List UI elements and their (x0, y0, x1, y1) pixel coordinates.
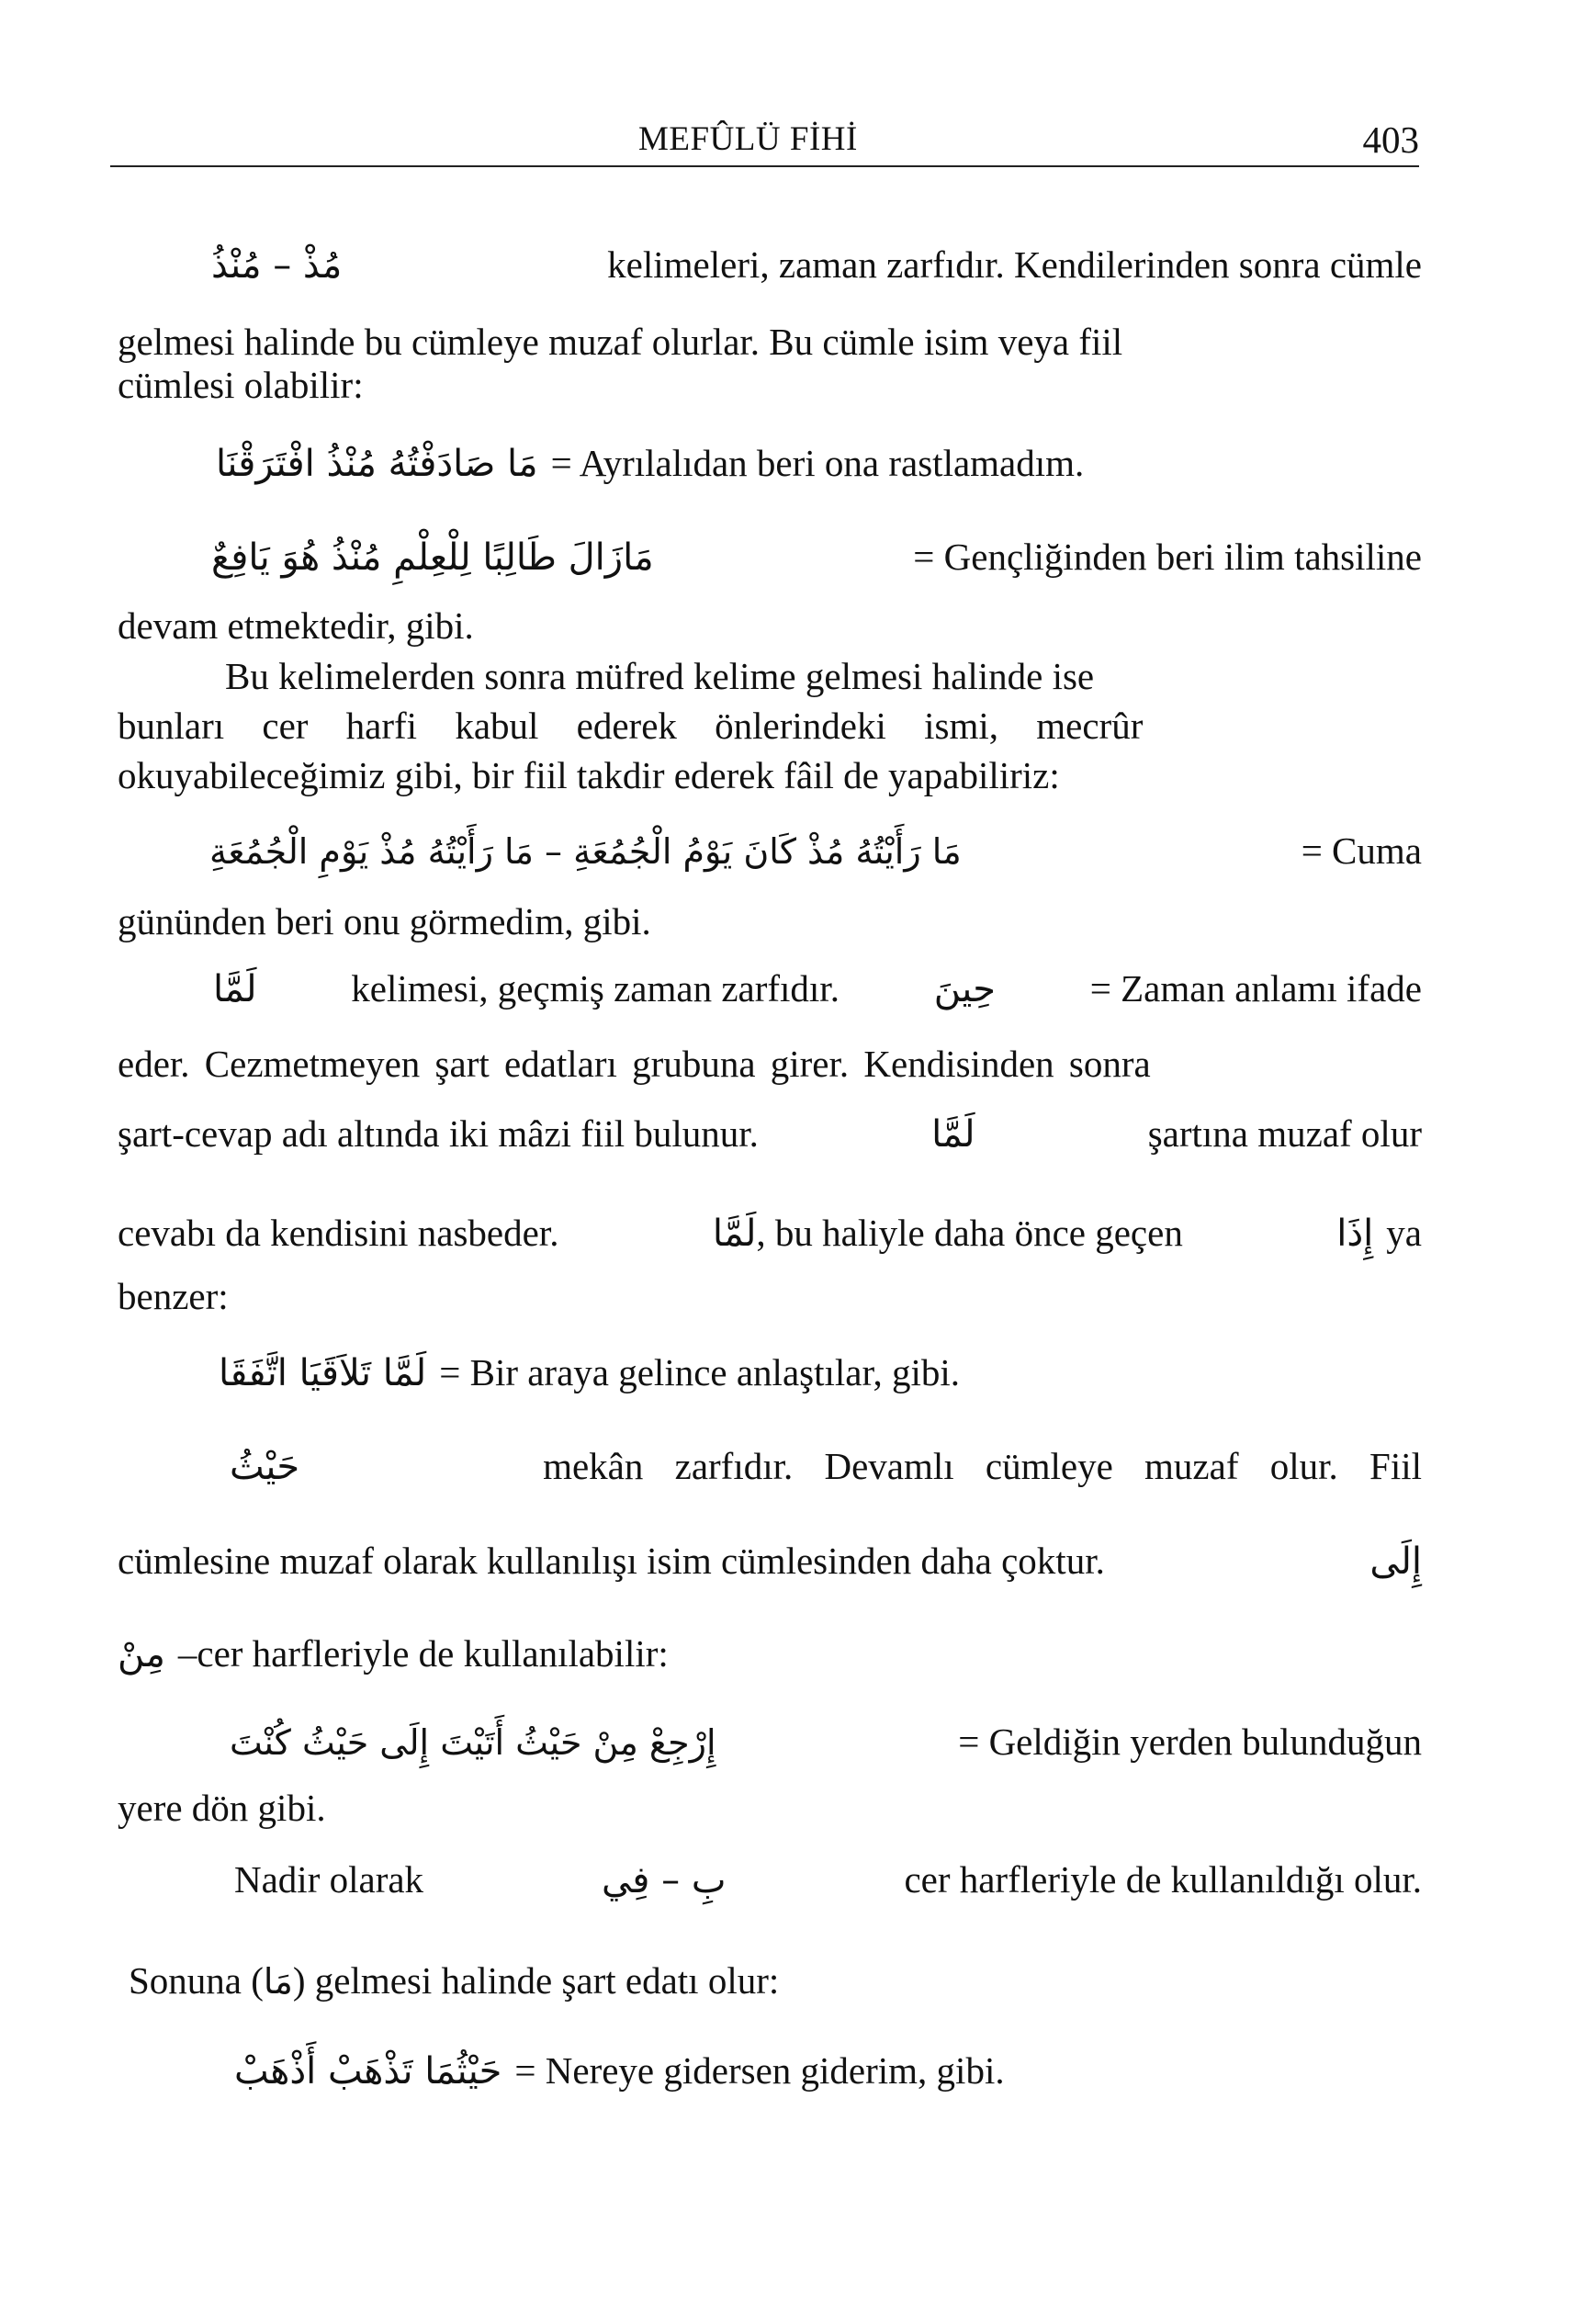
arabic-example: مَا رَأَيْتُهُ مُذْ كَانَ يَوْمُ الْجُمُعَةِ – مَا رَأَيْتُهُ مُذْ يَوْمِ الْجُمُعَةِ (209, 831, 962, 872)
text-span: cer harfleriyle de kullanıldığı olur. (904, 1858, 1422, 1901)
arabic-term: إِذَا (1336, 1213, 1374, 1255)
running-title: MEFÛLÜ FİHİ (638, 120, 858, 158)
arabic-term: لَمَّا (931, 1113, 975, 1156)
text-line (118, 1209, 1422, 1258)
text-line: yere dön gibi. (118, 1787, 326, 1829)
translation: = Nereye gidersen giderim, gibi. (514, 2049, 1005, 2092)
example-line (211, 533, 1422, 581)
text-span: –cer harfleriyle de kullanılabilir: (177, 1632, 669, 1675)
text-span: cümlesine muzaf olarak kullanılışı isim cümlesinden daha çoktur. (118, 1540, 1105, 1582)
text-line (118, 1630, 1422, 1678)
example-line (230, 1718, 1422, 1766)
text-group (1336, 1209, 1422, 1258)
text-line (211, 241, 1422, 289)
arabic-term: مِنْ (118, 1633, 165, 1675)
text-line: gelmesi halinde bu cümleye muzaf olurlar. Bu cümle isim veya fiil (118, 321, 1123, 363)
text-line: bunları cer harfi kabul ederek önlerindeki ismi, mecrûr (118, 705, 1144, 747)
text-line: gününden beri onu görmedim, gibi. (118, 900, 651, 942)
arabic-term: بِ – فِي (601, 1859, 727, 1901)
example-line (219, 1348, 1523, 1397)
text-line (230, 1442, 1422, 1491)
translation: = Geldiğin yerden bulunduğun (958, 1720, 1422, 1763)
arabic-term: حَيْثُ (230, 1446, 300, 1488)
translation: = Cuma (1301, 829, 1422, 872)
arabic-example: لَمَّا تَلاَقَيَا اتَّفَقَا (219, 1352, 427, 1394)
text-line (234, 1856, 1422, 1904)
example-line (234, 2047, 1538, 2095)
text-span: ya (1386, 1212, 1422, 1254)
page-header (110, 118, 1419, 167)
text-span: cevabı da kendisini nasbeder. (118, 1212, 559, 1254)
text-line: devam etmektedir, gibi. (118, 604, 474, 647)
text-span: Sonuna ( (129, 1959, 264, 2002)
translation: = Gençliğinden beri ilim tahsiline (913, 536, 1422, 578)
text-span: = Zaman anlamı ifade (1089, 967, 1422, 1010)
arabic-example: مَا صَادَفْتُهُ مُنْذُ افْتَرَقْنَا (216, 443, 538, 485)
text-line: benzer: (118, 1275, 229, 1317)
arabic-term: لَمَّا (213, 968, 257, 1010)
arabic-example: حَيْثُمَا تَذْهَبْ أَذْهَبْ (234, 2050, 502, 2093)
arabic-term: مَا (263, 1961, 293, 2002)
text-line: okuyabileceğimiz gibi, bir fiil takdir ederek fâil de yapabiliriz: (118, 754, 1060, 796)
arabic-term: حِينَ (933, 968, 996, 1010)
text-line (129, 1957, 1433, 2005)
arabic-example: إِرْجِعْ مِنْ حَيْثُ أَتَيْتَ إِلَى حَيْثُ كُنْتَ (230, 1722, 716, 1763)
text-line: Bu kelimelerden sonra müfred kelime gelmesi halinde ise (225, 655, 1095, 697)
arabic-term: إِلَى (1369, 1540, 1422, 1583)
text-line (118, 1110, 1422, 1158)
text-span: ) gelmesi halinde şart edatı olur: (292, 1959, 780, 2002)
arabic-example: مَازَالَ طَالِبًا لِلْعِلْمِ مُنْذُ هُوَ يَافِعٌ (211, 536, 654, 579)
text-group (713, 1209, 1183, 1258)
arabic-term: مُذْ – مُنْذُ (211, 244, 343, 287)
page-number: 403 (1362, 118, 1419, 161)
text-span: kelimeleri, zaman zarfıdır. Kendilerinden sonra cümle (607, 243, 1422, 286)
example-line (216, 439, 1520, 488)
text-span: mekân zarfıdır. Devamlı cümleye muzaf olur. Fiil (543, 1445, 1422, 1487)
arabic-term: لَمَّا (712, 1213, 757, 1255)
text-line: eder. Cezmetmeyen şart edatları grubuna girer. Kendisinden sonra (118, 1043, 1151, 1085)
translation: = Bir araya gelince anlaştılar, gibi. (439, 1351, 961, 1393)
example-line (209, 827, 1422, 875)
text-line: cümlesi olabilir: (118, 364, 364, 406)
text-line (118, 1537, 1422, 1585)
text-span: şart-cevap adı altında iki mâzi fiil bulunur. (118, 1112, 759, 1155)
text-span: Nadir olarak (234, 1858, 424, 1901)
text-line (213, 965, 1422, 1013)
translation: = Ayrılalıdan beri ona rastlamadım. (550, 442, 1085, 484)
text-span: şartına muzaf olur (1147, 1112, 1422, 1155)
text-span: , bu haliyle daha önce geçen (756, 1212, 1183, 1254)
text-span: kelimesi, geçmiş zaman zarfıdır. (351, 967, 840, 1010)
